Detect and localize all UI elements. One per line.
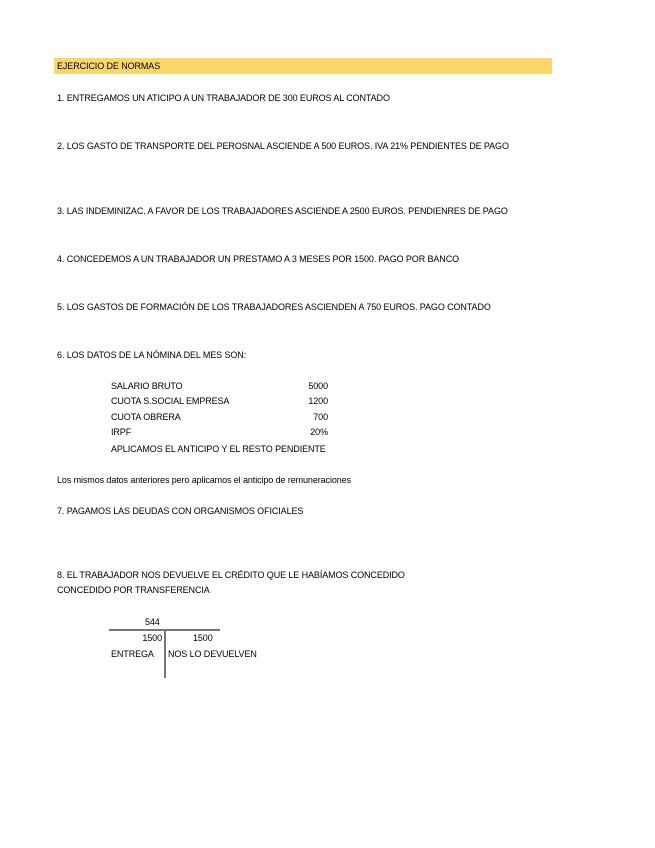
exercise-item-6: 6. LOS DATOS DE LA NÓMINA DEL MES SON:	[57, 350, 247, 360]
exercise-item-4: 4. CONCEDEMOS A UN TRABAJADOR UN PRESTAMO A 3 MESES POR 1500. PAGO POR BANCO	[57, 254, 460, 264]
nomina-value-irpf: 20%	[310, 427, 328, 437]
t-account-debit-label: ENTREGA	[111, 649, 154, 659]
remark-text: Los mismos datos anteriores pero aplicamos el anticipo de remuneraciones	[57, 475, 351, 485]
nomina-label-cuota-obrera: CUOTA OBRERA	[111, 412, 181, 422]
exercise-item-3: 3. LAS INDEMINIZAC. A FAVOR DE LOS TRABAJADORES ASCIENDE A 2500 EUROS. PENDIENRES DE PAGO	[57, 206, 508, 216]
nomina-value-cuota-empresa: 1200	[308, 396, 328, 406]
nomina-label-salario: SALARIO BRUTO	[111, 381, 183, 391]
page-title: EJERCICIO DE NORMAS	[57, 61, 161, 71]
t-account-credit-value: 1500	[193, 633, 213, 643]
t-account-code: 544	[145, 617, 160, 627]
nomina-note: APLICAMOS EL ANTICIPO Y EL RESTO PENDIENTE	[111, 444, 326, 454]
exercise-item-5: 5. LOS GASTOS DE FORMACIÓN DE LOS TRABAJADORES ASCIENDEN A 750 EUROS. PAGO CONTADO	[57, 302, 491, 312]
exercise-item-8-continuation: CONCEDIDO POR TRANSFERENCIA	[57, 585, 210, 595]
nomina-label-cuota-empresa: CUOTA S.SOCIAL EMPRESA	[111, 396, 230, 406]
t-account-credit-label: NOS LO DEVUELVEN	[168, 649, 257, 659]
nomina-value-salario: 5000	[308, 381, 328, 391]
exercise-item-8: 8. EL TRABAJADOR NOS DEVUELVE EL CRÉDITO QUE LE HABÍAMOS CONCEDIDO	[57, 570, 405, 580]
t-account-debit-value: 1500	[142, 633, 162, 643]
nomina-label-irpf: IRPF	[111, 427, 132, 437]
exercise-item-1: 1. ENTREGAMOS UN ATICIPO A UN TRABAJADOR DE 300 EUROS AL CONTADO	[57, 93, 390, 103]
exercise-item-7: 7. PAGAMOS LAS DEUDAS CON ORGANISMOS OFICIALES	[57, 506, 304, 516]
nomina-value-cuota-obrera: 700	[313, 412, 328, 422]
t-account-vertical-line	[164, 631, 166, 678]
exercise-item-2: 2. LOS GASTO DE TRANSPORTE DEL PEROSNAL ASCIENDE A 500 EUROS. IVA 21% PENDIENTES DE PAGO	[57, 141, 509, 151]
